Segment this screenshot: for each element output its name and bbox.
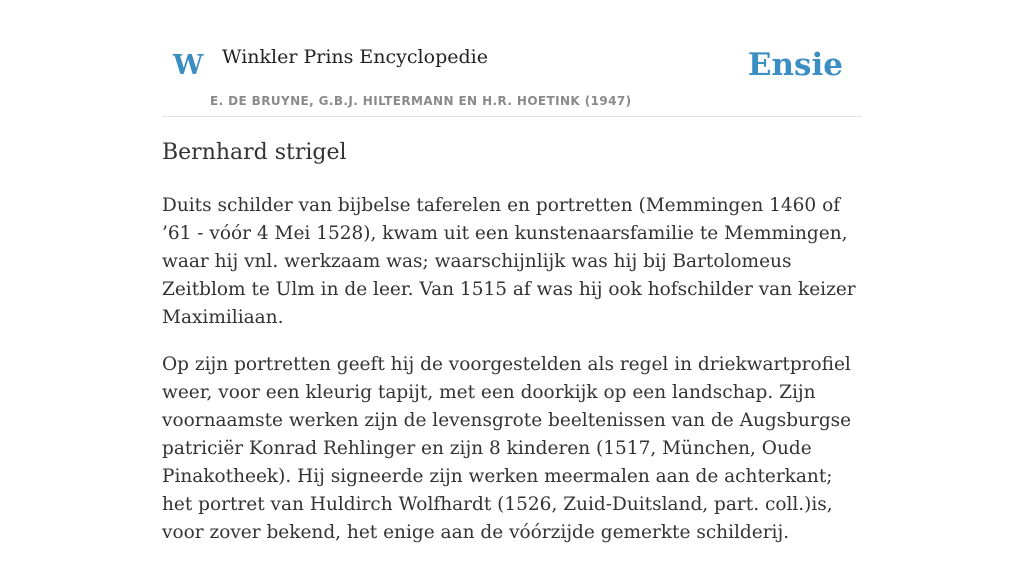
book-title[interactable]: Winkler Prins Encyclopedie [222, 46, 488, 68]
article-body [162, 192, 862, 566]
article-title: Bernhard strigel [162, 140, 347, 165]
article-paragraph: Op zijn portretten geeft hij de voorgestelden als regel in driekwartprofiel weer, voor een kleurig tapijt, met een doorkijk op een landschap. Zijn voornaamste werken zijn de levensgrote beeltenissen van de Augsburgse patriciër Konrad Rehlinger en zijn 8 kinderen (1517, München, Oude Pinakotheek). Hij signeerde zijn werken meermalen aan de achterkant; het portret van Huldirch Wolfhardt (1526, Zuid-Duitsland, part. coll.)is, voor zover bekend, het enige aan de vóórzijde gemerkte schilderij. [162, 354, 852, 543]
article-paragraph: Duits schilder van bijbelse taferelen en portretten (Memmingen 1460 of ’61 - vóór 4 Mei 1528), kwam uit een kunstenaarsfamilie te Memmingen, waar hij vnl. werkzaam was; waarschijnlijk was hij bij Bartolomeus Zeitblom te Ulm in de leer. Van 1515 af was hij ook hofschilder van keizer Maximiliaan. [162, 195, 856, 328]
header [162, 30, 862, 117]
encyclopedia-logo[interactable]: W [173, 50, 204, 81]
authors-line: E. DE BRUYNE, G.B.J. HILTERMANN EN H.R. HOETINK (1947) [210, 94, 632, 108]
brand-logo-link[interactable]: Ensie [747, 47, 843, 83]
